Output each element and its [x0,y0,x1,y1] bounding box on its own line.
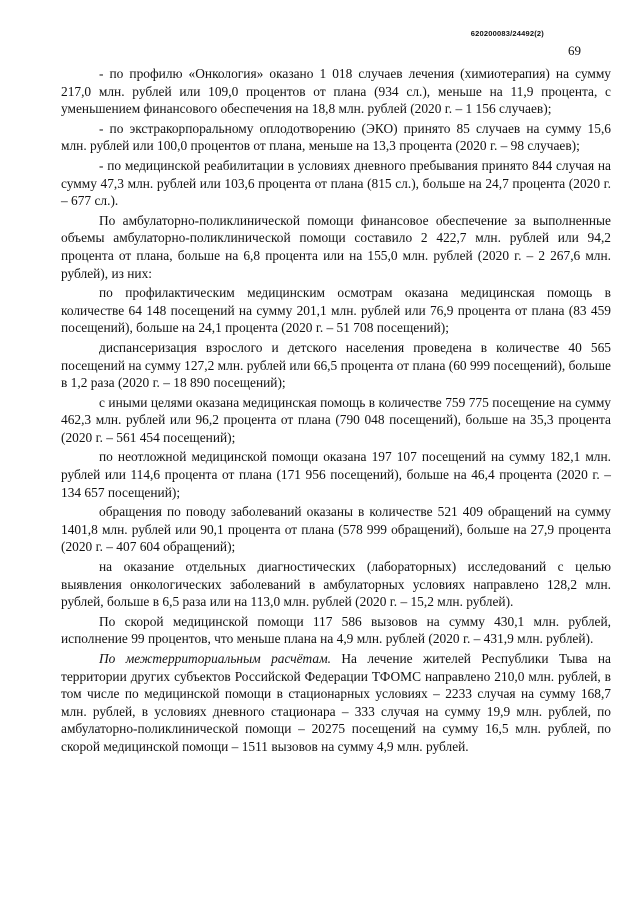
paragraph-oncology: - по профилю «Онкология» оказано 1 018 случаев лечения (химиотерапия) на сумму 217,0 млн. рублей или 109,0 процентов от плана (934 сл.), меньше на 11,9 процента, с уменьшением финансового обеспечения на 18,8 млн. рублей (2020 г. – 1 156 случаев); [61,66,611,117]
paragraph-rehabilitation: - по медицинской реабилитации в условиях дневного пребывания принято 844 случая на сумму 47,3 млн. рублей или 103,6 процента от плана (815 сл.), больше на 24,7 процента (2020 г. – 677 сл.). [61,157,611,209]
paragraph-interterritorial [61,650,611,756]
page-number: 69 [568,43,581,58]
paragraph-preventive-exams: по профилактическим медицинским осмотрам оказана медицинская помощь в количестве 64 148 посещений на сумму 201,1 млн. рублей или 76,9 процента от плана (83 459 посещений), больше на 24,1 процента (2020 г. – 51 708 посещений); [61,285,611,336]
interterritorial-text: На лечение жителей Республики Тыва на территории других субъектов Российской Федерации ТФОМС направлено 210,0 млн. рублей, в том числе по медицинской помощи в стационарных условиях – 2233 случая на сумму 168,7 млн. рублей, в условиях дневного стационара – 333 случая на сумму 19,9 млн. рублей, по амбулаторно-поликлинической помощи – 20275 посещений на сумму 16,5 млн. рублей, по скорой медицинской помощи – 1511 вызовов на сумму 4,9 млн. рублей. [61,651,611,754]
paragraph-dispensarization: диспансеризация взрослого и детского населения проведена в количестве 40 565 посещений на сумму 127,2 млн. рублей или 66,5 процента от плана (60 999 посещений), больше в 1,2 раза (2020 г. – 18 890 посещений); [61,339,611,391]
paragraph-other-purposes: с иными целями оказана медицинская помощь в количестве 759 775 посещение на сумму 462,3 млн. рублей или 96,2 процента от плана (790 048 посещений), больше на 35,3 процента (2020 г. – 561 454 посещений); [61,394,611,445]
paragraph-diagnostic-tests: на оказание отдельных диагностических (лабораторных) исследований с целью выявления онкологических заболеваний в амбулаторных условиях направлено 128,2 млн. рублей, больше в 6,5 раза или на 113,0 млн. рублей (2020 г. – 15,2 млн. рублей). [61,559,611,610]
paragraph-disease-appeals: обращения по поводу заболеваний оказаны в количестве 521 409 обращений на сумму 1401,8 млн. рублей или 90,1 процента от плана (578 999 обращений), больше на 27,9 процента (2020 г. – 407 604 обращений); [61,504,611,555]
paragraph-outpatient-care: По амбулаторно-поликлинической помощи финансовое обеспечение за выполненные объемы амбулаторно-поликлинической помощи составило 2 422,7 млн. рублей или 94,2 процента от плана, больше на 6,8 процента или на 155,0 млн. рублей (2020 г. – 2 267,6 млн. рублей), из них: [61,212,611,281]
body-text [61,65,611,756]
interterritorial-lead: По межтерриториальным расчётам. [99,651,331,666]
paragraph-emergency-care: По скорой медицинской помощи 117 586 вызовов на сумму 430,1 млн. рублей, исполнение 99 процентов, что меньше плана на 4,9 млн. рублей (2020 г. – 431,9 млн. рублей). [61,613,611,647]
paragraph-eco: - по экстракорпоральному оплодотворению (ЭКО) принято 85 случаев на сумму 15,6 млн. рублей или 100,0 процентов от плана, меньше на 13,3 процента (2020 г. – 98 случаев); [61,120,611,154]
document-code: 620200083/24492(2) [470,29,544,38]
paragraph-urgent-care: по неотложной медицинской помощи оказана 197 107 посещений на сумму 182,1 млн. рублей или 114,6 процента от плана (171 956 посещений), больше на 46,4 процента (2020 г. – 134 657 посещений); [61,449,611,500]
